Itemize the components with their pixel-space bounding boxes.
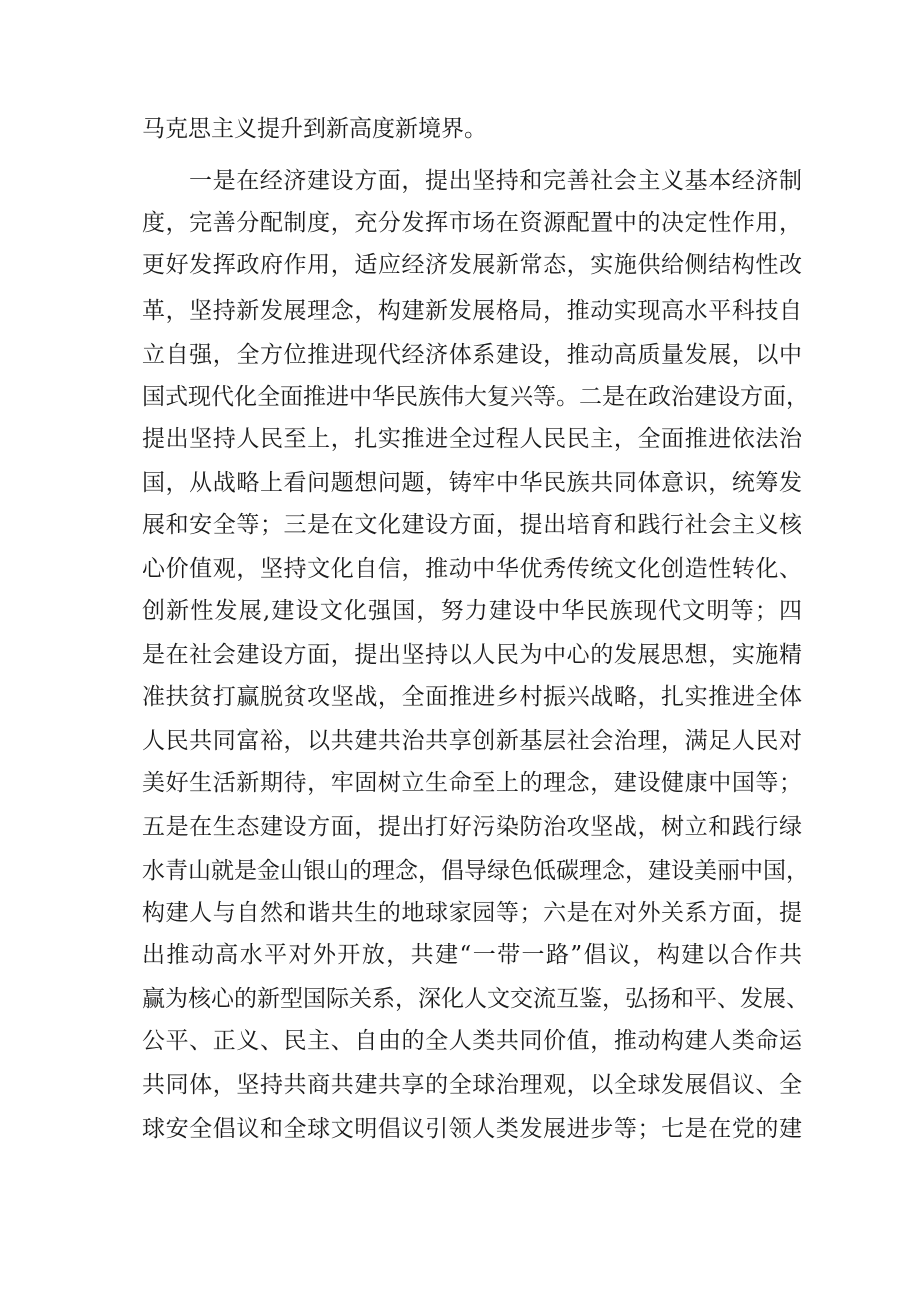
- text-line: 国式现代化全面推进中华民族伟大复兴等。二是在政治建设方面，: [142, 384, 809, 410]
- text-line: 美好生活新期待，牢固树立生命至上的理念，建设健康中国等；: [142, 770, 802, 796]
- text-line: 共同体，坚持共商共建共享的全球治理观，以全球发展倡议、全: [142, 1072, 802, 1098]
- text-line: 出推动高水平对外开放，共建“一带一路”倡议，构建以合作共: [142, 942, 802, 968]
- text-line: 构建人与自然和谐共生的地球家园等；六是在对外关系方面，提: [142, 900, 802, 926]
- text-line: 展和安全等；三是在文化建设方面，提出培育和践行社会主义核: [142, 512, 802, 538]
- text-line: 心价值观，坚持文化自信，推动中华优秀传统文化创造性转化、: [142, 556, 802, 582]
- text-line: 度，完善分配制度，充分发挥市场在资源配置中的决定性作用，: [142, 210, 802, 236]
- text-line: 赢为核心的新型国际关系，深化人文交流互鉴，弘扬和平、发展、: [142, 986, 809, 1012]
- paragraph-first-line: 一是在经济建设方面，提出坚持和完善社会主义基本经济制: [189, 168, 802, 194]
- text-line: 革，坚持新发展理念，构建新发展格局，推动实现高水平科技自: [142, 298, 802, 324]
- text-line: 球安全倡议和全球文明倡议引领人类发展进步等；七是在党的建: [142, 1116, 802, 1142]
- text-line: 立自强，全方位推进现代经济体系建设，推动高质量发展，以中: [142, 342, 802, 368]
- text-line: 创新性发展,建设文化强国，努力建设中华民族现代文明等；四: [142, 598, 802, 624]
- text-line: 公平、正义、民主、自由的全人类共同价值，推动构建人类命运: [142, 1028, 802, 1054]
- text-line: 是在社会建设方面，提出坚持以人民为中心的发展思想，实施精: [142, 642, 802, 668]
- text-line: 五是在生态建设方面，提出打好污染防治攻坚战，树立和践行绿: [142, 814, 802, 840]
- text-line: 人民共同富裕，以共建共治共享创新基层社会治理，满足人民对: [142, 728, 802, 754]
- text-line: 水青山就是金山银山的理念，倡导绿色低碳理念，建设美丽中国，: [142, 858, 809, 884]
- text-line: 国，从战略上看问题想问题，铸牢中华民族共同体意识，统筹发: [142, 470, 802, 496]
- text-line: 准扶贫打赢脱贫攻坚战，全面推进乡村振兴战略，扎实推进全体: [142, 684, 802, 710]
- text-line: 马克思主义提升到新高度新境界。: [142, 116, 487, 142]
- text-line: 提出坚持人民至上，扎实推进全过程人民民主，全面推进依法治: [142, 426, 802, 452]
- text-line: 更好发挥政府作用，适应经济发展新常态，实施供给侧结构性改: [142, 252, 802, 278]
